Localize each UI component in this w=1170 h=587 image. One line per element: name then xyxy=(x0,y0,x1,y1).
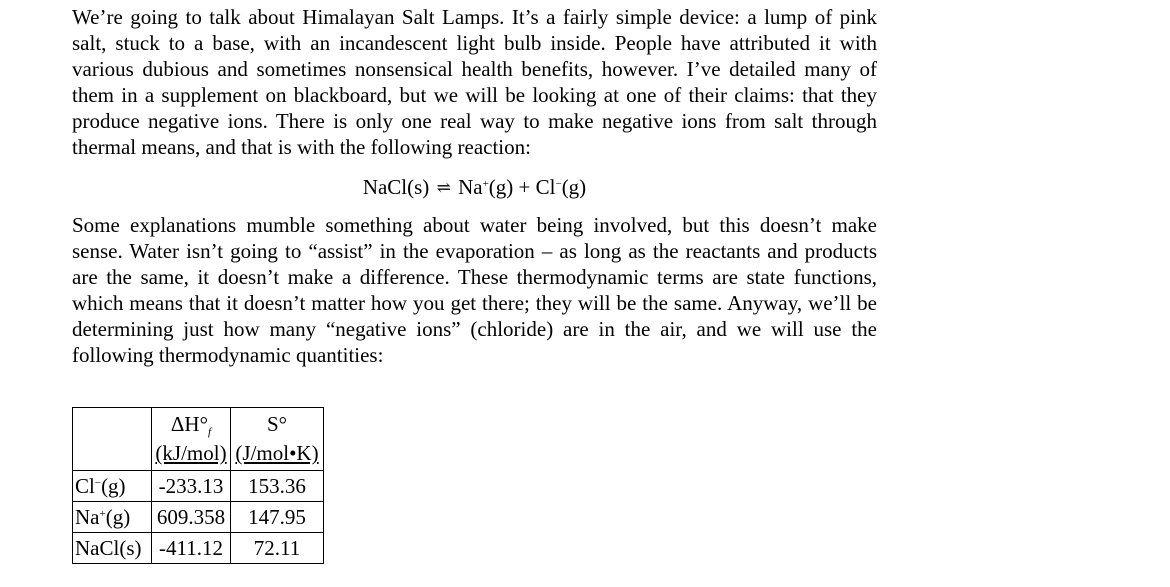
entropy-value: 153.36 xyxy=(231,471,324,502)
species-name: Na xyxy=(75,505,100,529)
chloride-state: (g) xyxy=(561,175,587,199)
species-charge: − xyxy=(94,477,102,489)
equation-reactant: NaCl(s) xyxy=(362,175,430,199)
equation-product-sodium: Na xyxy=(458,175,483,199)
enthalpy-value: -233.13 xyxy=(152,471,231,502)
table-row xyxy=(73,471,324,502)
chloride-charge: − xyxy=(555,178,562,190)
species-state: (g) xyxy=(105,505,131,529)
enthalpy-unit: (kJ/mol) xyxy=(155,441,227,465)
table-row xyxy=(73,502,324,533)
sodium-charge: + xyxy=(482,178,489,190)
sodium-state: (g) xyxy=(488,175,514,199)
species-cell xyxy=(73,471,152,502)
species-state: (g) xyxy=(101,474,126,498)
equilibrium-arrow-icon: ⇌ xyxy=(436,178,451,197)
enthalpy-value: -411.12 xyxy=(152,533,231,564)
explanation-paragraph: Some explanations mumble something about water being involved, but this doesn’t make sense. Water isn’t going to “assist” in the evaporation – as long as the reactants and products are the same, it doesn’t make a difference. These thermodynamic terms are state functions, which means that it doesn’t matter how you get there; they will be the same. Anyway, we’ll be determining just how many “negative ions” (chloride) are in the air, and we will use the following thermodynamic quantities: xyxy=(72,213,877,367)
species-name: NaCl(s) xyxy=(75,536,142,560)
equation-plus: + xyxy=(518,175,531,199)
table-header-row xyxy=(73,408,324,471)
enthalpy-subscript: f xyxy=(208,426,212,438)
species-name: Cl xyxy=(75,474,95,498)
species-cell xyxy=(73,533,152,564)
entropy-value: 147.95 xyxy=(231,502,324,533)
equation-product-chloride: Cl xyxy=(535,175,556,199)
enthalpy-header xyxy=(152,408,231,471)
dissociation-equation xyxy=(0,174,949,202)
thermodynamic-table xyxy=(72,407,324,564)
entropy-unit: (J/mol•K) xyxy=(235,441,319,465)
entropy-value: 72.11 xyxy=(231,533,324,564)
species-charge: + xyxy=(99,508,106,520)
enthalpy-value: 609.358 xyxy=(152,502,231,533)
enthalpy-symbol: ΔH° xyxy=(170,412,208,436)
table-row xyxy=(73,533,324,564)
entropy-symbol: S° xyxy=(266,412,288,436)
species-cell xyxy=(73,502,152,533)
table-corner-cell xyxy=(73,408,152,471)
entropy-header xyxy=(231,408,324,471)
intro-paragraph: We’re going to talk about Himalayan Salt Lamps. It’s a fairly simple device: a lump of pink salt, stuck to a base, with an incandescent light bulb inside. People have attributed it with various dubious and sometimes nonsensical health benefits, however. I’ve detailed many of them in a supplement on blackboard, but we will be looking at one of their claims: that they produce negative ions. There is only one real way to make negative ions from salt through thermal means, and that is with the following reaction: xyxy=(72,5,877,159)
